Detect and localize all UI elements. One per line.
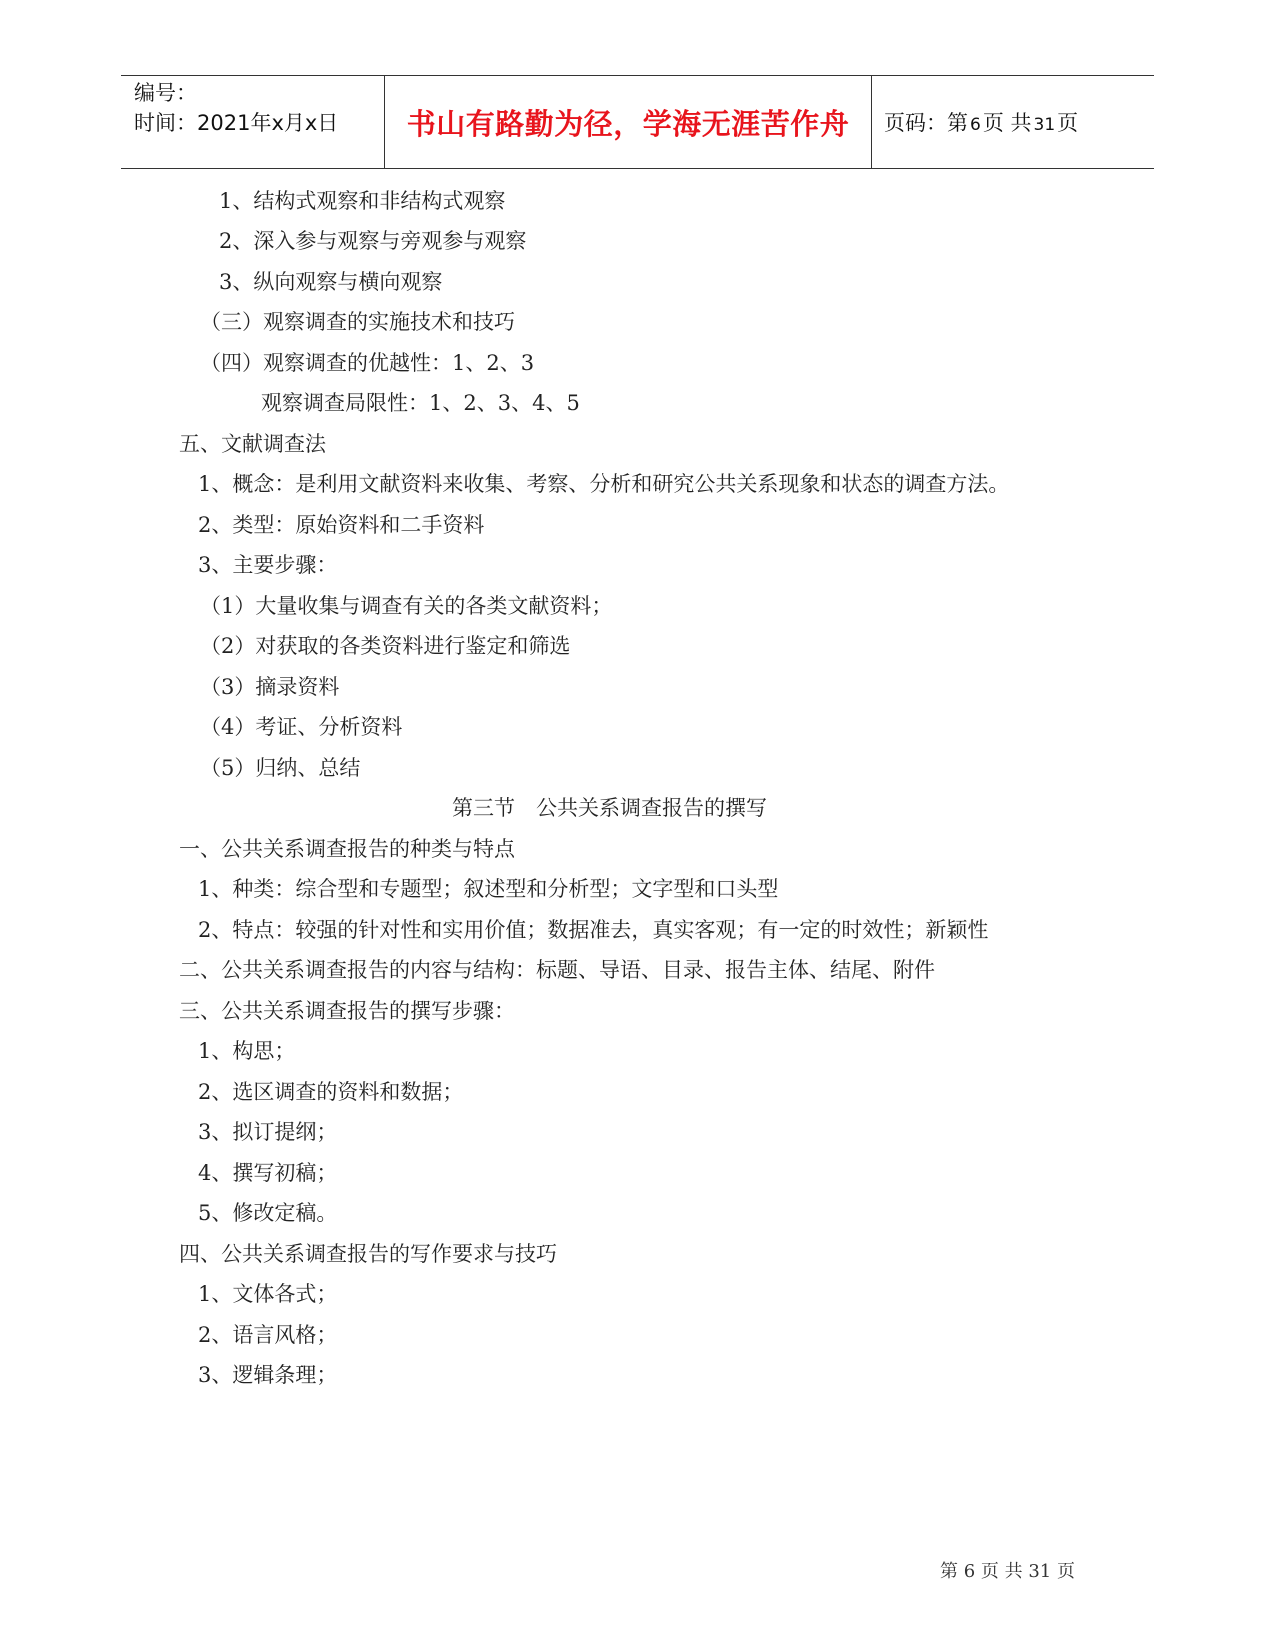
list-item: 2、深入参与观察与旁观参与观察 — [219, 229, 527, 253]
list-item: 1、构思； — [198, 1039, 296, 1063]
list-item: 3、拟订提纲； — [198, 1120, 338, 1144]
number-label: 编号： — [134, 81, 197, 105]
list-item: 5、修改定稿。 — [198, 1201, 338, 1225]
list-item: （2）对获取的各类资料进行鉴定和筛选 — [200, 634, 571, 658]
list-item: 2、语言风格； — [198, 1323, 338, 1347]
page-label: 页码：第 — [884, 111, 968, 135]
section-heading: 五、文献调查法 — [179, 432, 326, 456]
list-item: （四）观察调查的优越性：1、2、3 — [200, 351, 535, 375]
list-item: （1）大量收集与调查有关的各类文献资料； — [200, 594, 613, 618]
list-item: 2、类型：原始资料和二手资料 — [198, 513, 485, 537]
header-meta — [121, 76, 385, 168]
list-item: 1、种类：综合型和专题型；叙述型和分析型；文字型和口头型 — [198, 877, 779, 901]
page-footer: 第 6 页 共 31 页 — [940, 1561, 1075, 1582]
time-label: 时间：2021年x月x日 — [134, 111, 339, 135]
page-number: 6 — [970, 115, 981, 135]
page-end: 页 — [1057, 111, 1079, 135]
header-motto — [385, 76, 872, 168]
list-item: （3）摘录资料 — [200, 675, 340, 699]
list-item: （三）观察调查的实施技术和技巧 — [200, 310, 515, 334]
section-title: 第三节 公共关系调查报告的撰写 — [452, 796, 767, 820]
section-heading: 一、公共关系调查报告的种类与特点 — [179, 837, 515, 861]
section-heading: 四、公共关系调查报告的写作要求与技巧 — [179, 1242, 557, 1266]
list-item: （5）归纳、总结 — [200, 756, 361, 780]
list-item: 1、文体各式； — [198, 1282, 338, 1306]
motto-text: 书山有路勤为径，学海无涯苦作舟 — [406, 106, 850, 141]
section-heading: 三、公共关系调查报告的撰写步骤： — [179, 999, 515, 1023]
list-item: 2、特点：较强的针对性和实用价值；数据准去，真实客观；有一定的时效性；新颖性 — [198, 918, 989, 942]
list-item: 1、概念：是利用文献资料来收集、考察、分析和研究公共关系现象和状态的调查方法。 — [198, 472, 1010, 496]
header-table — [121, 75, 1154, 169]
list-item: 1、结构式观察和非结构式观察 — [219, 189, 506, 213]
list-item: （4）考证、分析资料 — [200, 715, 403, 739]
list-item: 3、主要步骤： — [198, 553, 338, 577]
list-item: 4、撰写初稿； — [198, 1161, 338, 1185]
list-item: 2、选区调查的资料和数据； — [198, 1080, 464, 1104]
list-item: 3、纵向观察与横向观察 — [219, 270, 443, 294]
list-item: 3、逻辑条理； — [198, 1363, 338, 1387]
page-total: 31 — [1033, 115, 1056, 135]
section-heading: 二、公共关系调查报告的内容与结构：标题、导语、目录、报告主体、结尾、附件 — [179, 958, 935, 982]
header-page-number — [872, 76, 1154, 168]
page-mid: 页 共 — [982, 111, 1032, 135]
list-item: 观察调查局限性：1、2、3、4、5 — [261, 391, 580, 415]
